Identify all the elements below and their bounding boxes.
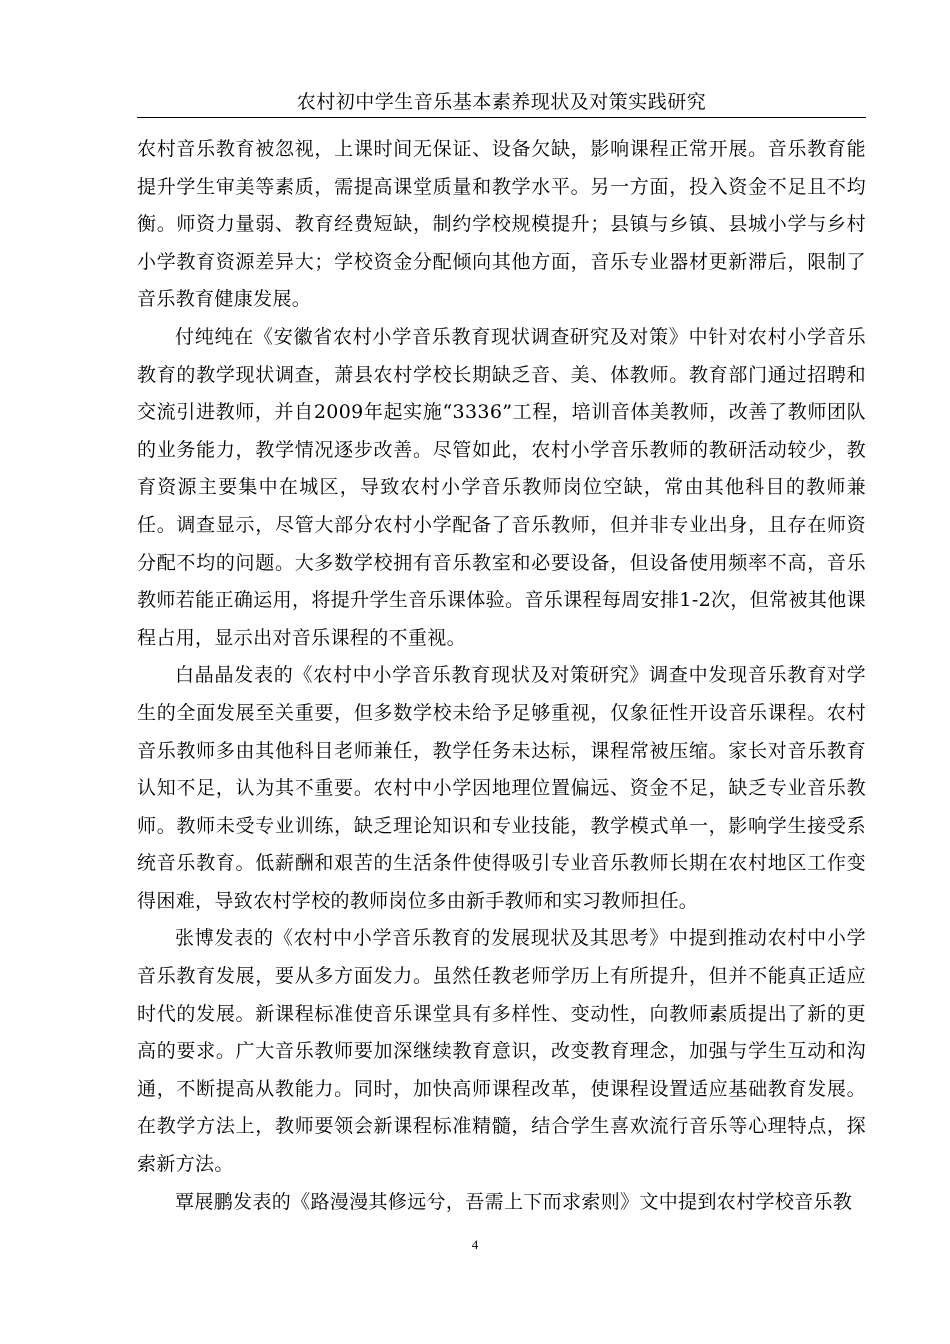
paragraph-fu-chunchun: 付纯纯在《安徽省农村小学音乐教育现状调查研究及对策》中针对农村小学音乐教育的教学现状调查，萧县农村学校长期缺乏音、美、体教师。教育部门通过招聘和交流引进教师，并自2009年起实施“3336”工程，培训音体美教师，改善了教师团队的业务能力，教学情况逐步改善。尽管如此，农村小学音乐教师的教研活动较少，教育资源主要集中在城区，导致农村小学音乐教师岗位空缺，常由其他科目的教师兼任。调查显示，尽管大部分农村小学配备了音乐教师，但并非专业出身，且存在师资分配不均的问题。大多数学校拥有音乐教室和必要设备，但设备使用频率不高，音乐教师若能正确运用，将提升学生音乐课体验。音乐课程每周安排1-2次，但常被其他课程占用，显示出对音乐课程的不重视。 [137,325,866,649]
paragraph-bai-jingjing: 白晶晶发表的《农村中小学音乐教育现状及对策研究》调查中发现音乐教育对学生的全面发展至关重要，但多数学校未给予足够重视，仅象征性开设音乐课程。农村音乐教师多由其他科目老师兼任，教学任务未达标，课程常被压缩。家长对音乐教育认知不足，认为其不重要。农村中小学因地理位置偏远、资金不足，缺乏专业音乐教师。教师未受专业训练，缺乏理论知识和专业技能，教学模式单一，影响学生接受系统音乐教育。低薪酬和艰苦的生活条件使得吸引专业音乐教师长期在农村地区工作变得困难，导致农村学校的教师岗位多由新手教师和实习教师担任。 [137,664,866,912]
paragraph-continuation: 农村音乐教育被忽视，上课时间无保证、设备欠缺，影响课程正常开展。音乐教育能提升学生审美等素质，需提高课堂质量和教学水平。另一方面，投入资金不足且不均衡。师资力量弱、教育经费短缺，制约学校规模提升；县镇与乡镇、县城小学与乡村小学教育资源差异大；学校资金分配倾向其他方面，音乐专业器材更新滞后，限制了音乐教育健康发展。 [137,138,866,311]
page-number: 4 [471,1237,479,1252]
body-text [137,131,866,1221]
paragraph-zhang-bo: 张博发表的《农村中小学音乐教育的发展现状及其思考》中提到推动农村中小学音乐教育发展，要从多方面发力。虽然任教老师学历上有所提升，但并不能真正适应时代的发展。新课程标准使音乐课堂具有多样性、变动性，向教师素质提出了新的更高的要求。广大音乐教师要加深继续教育意识，改变教育理念，加强与学生互动和沟通，不断提高从教能力。同时，加快高师课程改革，使课程设置适应基础教育发展。在教学方法上，教师要领会新课程标准精髓，结合学生喜欢流行音乐等心理特点，探索新方法。 [137,927,866,1176]
header-divider [137,117,866,118]
running-header-title: 农村初中学生音乐基本素养现状及对策实践研究 [296,91,707,113]
paragraph-qin-zhanpeng: 覃展鹏发表的《路漫漫其修远兮，吾需上下而求索则》文中提到农村学校音乐教 [175,1190,853,1213]
